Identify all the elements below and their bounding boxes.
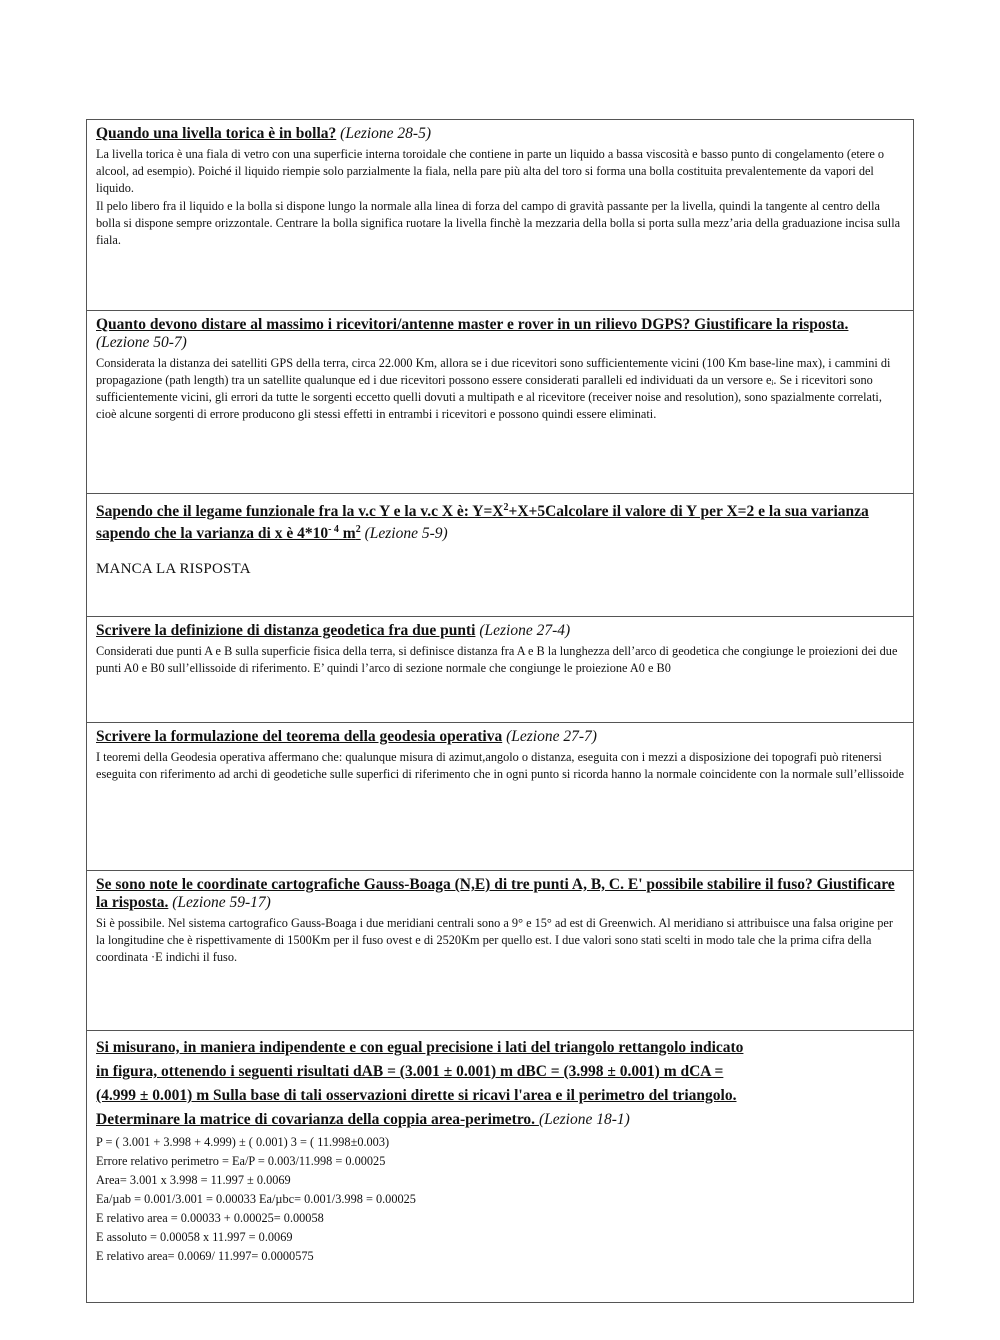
question-2 bbox=[96, 316, 904, 352]
answer-line: E relativo area= 0.0069/ 11.997= 0.0000575 bbox=[96, 1249, 314, 1263]
lesson-ref: (Lezione 27-4) bbox=[479, 622, 571, 639]
lesson-ref: (Lezione 50-7) bbox=[96, 334, 187, 351]
lesson-ref: (Lezione 28-5) bbox=[340, 125, 431, 142]
answer-paragraph: I teoremi della Geodesia operativa affermano che: qualunque misura di azimut,angolo o distanza, eseguita con i mezzi a disposizione dei topografi può ritenersi eseguita con riferimento ad archi di geodetiche sulle superfici di riferimento che in ogni punto si ricorda hanno la normale coincidente con la normale sull’ellissoide bbox=[96, 750, 904, 781]
question-title: Se sono note le coordinate cartografiche Gauss-Boaga (N,E) di tre punti A, B, C. E' possibile stabilire il fuso? Giustificare la risposta. bbox=[96, 876, 895, 911]
lesson-ref: (Lezione 27-7) bbox=[506, 728, 597, 745]
lesson-ref: (Lezione 5-9) bbox=[364, 525, 448, 543]
question-6 bbox=[96, 876, 904, 912]
answer-paragraph: Considerata la distanza dei satelliti GPS della terra, circa 22.000 Km, allora se i due ricevitori sono sufficientemente vicini (100 Km base-line max), i cammini di propagazione (path length) tra un satellite qualunque ed i due ricevitori possono essere considerati paralleli ed individuati da un versore eᵢ. Se i ricevitori sono sufficientemente vicini, gli errori da tutte le sorgenti eccetto quelli dovuti a multipath e al ricevitore (receiver noise and resolution), sono spazialmente correlati, cioè alcune sorgenti di errore producono gli stessi effetti in entrambi i ricevitori e possono quindi essere eliminati. bbox=[96, 356, 891, 421]
answer-7 bbox=[96, 1133, 904, 1266]
answer-paragraph: Si è possibile. Nel sistema cartografico Gauss-Boaga i due meridiani centrali sono a 9° e 15° ad est di Greenwich. Al meridiano si attribuisce una falsa origine per la longitudine che è rispettivamente di 1500Km per il fuso ovest e di 2520Km per quello est. I due valori sono stati scelti in modo tale che la prima cifra della coordinata ·E indichi il fuso. bbox=[96, 916, 893, 964]
qa-cell-4 bbox=[87, 617, 913, 723]
qa-cell-6 bbox=[87, 871, 913, 1031]
qa-cell-1 bbox=[87, 120, 913, 311]
question-title bbox=[96, 503, 869, 542]
answer-1 bbox=[96, 146, 904, 249]
answer-line: P = ( 3.001 + 3.998 + 4.999) ± ( 0.001) 3 = ( 11.998±0.003) bbox=[96, 1135, 390, 1149]
answer-line: Area= 3.001 x 3.998 = 11.997 ± 0.0069 bbox=[96, 1173, 291, 1187]
qa-table bbox=[86, 119, 914, 1303]
qa-cell-5 bbox=[87, 723, 913, 871]
answer-paragraph: Considerati due punti A e B sulla superficie fisica della terra, si definisce distanza fra A e B la lunghezza dell’arco di geodetica che congiunge le proiezioni dei due punti A0 e B0 sull’ellissoide di riferimento. E’ quindi l’arco di sezione normale che congiunge le proiezione A0 e B0 bbox=[96, 644, 898, 675]
qa-cell-7 bbox=[87, 1031, 913, 1302]
question-title: Scrivere la definizione di distanza geodetica fra due punti bbox=[96, 622, 476, 639]
qa-cell-3 bbox=[87, 494, 913, 617]
lesson-ref: (Lezione 18-1) bbox=[538, 1111, 630, 1128]
answer-5 bbox=[96, 749, 904, 783]
superscript: 2 bbox=[355, 524, 361, 536]
title-part: m bbox=[338, 525, 356, 543]
question-title: Scrivere la formulazione del teorema della geodesia operativa bbox=[96, 728, 503, 745]
question-title: Quanto devono distare al massimo i ricevitori/antenne master e rover in un rilievo DGPS? Giustificare la risposta. bbox=[96, 316, 849, 333]
answer-2 bbox=[96, 355, 904, 423]
answer-line: E relativo area = 0.00033 + 0.00025= 0.00058 bbox=[96, 1211, 324, 1225]
question-1 bbox=[96, 125, 904, 143]
title-part: +X+5Calcolare il valore di Y per X=2 e la sua varianza sapendo che la varianza di x è 4*10 bbox=[96, 503, 869, 543]
lesson-ref: (Lezione 59-17) bbox=[172, 894, 271, 911]
answer-6 bbox=[96, 915, 904, 966]
answer-3 bbox=[96, 561, 904, 578]
question-3 bbox=[96, 499, 904, 543]
answer-line: Errore relativo perimetro = Ea/P = 0.003/11.998 = 0.00025 bbox=[96, 1154, 386, 1168]
superscript: - 4 bbox=[328, 524, 339, 536]
answer-paragraph: La livella torica è una fiala di vetro con una superficie interna toroidale che contiene in parte un liquido a bassa viscosità e basso punto di congelamento (etere o alcool, ad esempio). Poiché il liquido riempie solo parzialmente la fiala, nella pare più alta del toro si forma una bolla costituita prevalentemente da vapori del liquido. bbox=[96, 147, 885, 195]
question-title: Quando una livella torica è in bolla? bbox=[96, 125, 337, 142]
question-title-line: in figura, ottenendo i seguenti risultati dAB = (3.001 ± 0.001) m dBC = (3.998 ± 0.001) m dCA = bbox=[96, 1063, 724, 1080]
answer-4 bbox=[96, 643, 904, 677]
question-title-line: (4.999 ± 0.001) m Sulla base di tali osservazioni dirette si ricavi l'area e il perimetro del triangolo. bbox=[96, 1087, 737, 1104]
qa-cell-2 bbox=[87, 311, 913, 494]
answer-line: Ea/µab = 0.001/3.001 = 0.00033 Ea/µbc= 0.001/3.998 = 0.00025 bbox=[96, 1192, 416, 1206]
question-5 bbox=[96, 728, 904, 746]
question-title-line: Determinare la matrice di covarianza della coppia area-perimetro. bbox=[96, 1111, 539, 1128]
answer-paragraph: MANCA LA RISPOSTA bbox=[96, 561, 251, 578]
question-7 bbox=[96, 1036, 904, 1132]
question-title-line: Si misurano, in maniera indipendente e con egual precisione i lati del triangolo rettangolo indicato bbox=[96, 1039, 744, 1056]
answer-line: E assoluto = 0.00058 x 11.997 = 0.0069 bbox=[96, 1230, 293, 1244]
title-part: Sapendo che il legame funzionale fra la v.c Y e la v.c X è: Y=X bbox=[96, 503, 504, 521]
answer-paragraph: Il pelo libero fra il liquido e la bolla si dispone lungo la normale alla linea di forza del campo di gravità passante per la livella, quindi la tangente al centro della bolla si dispone sempre orizzontale. Centrare la bolla significa ruotare la livella finchè la mezzaria della bolla si porta sulla mezz’aria della graduazione incisa sulla fiala. bbox=[96, 199, 901, 247]
superscript: 2 bbox=[503, 502, 509, 513]
question-4 bbox=[96, 622, 904, 640]
